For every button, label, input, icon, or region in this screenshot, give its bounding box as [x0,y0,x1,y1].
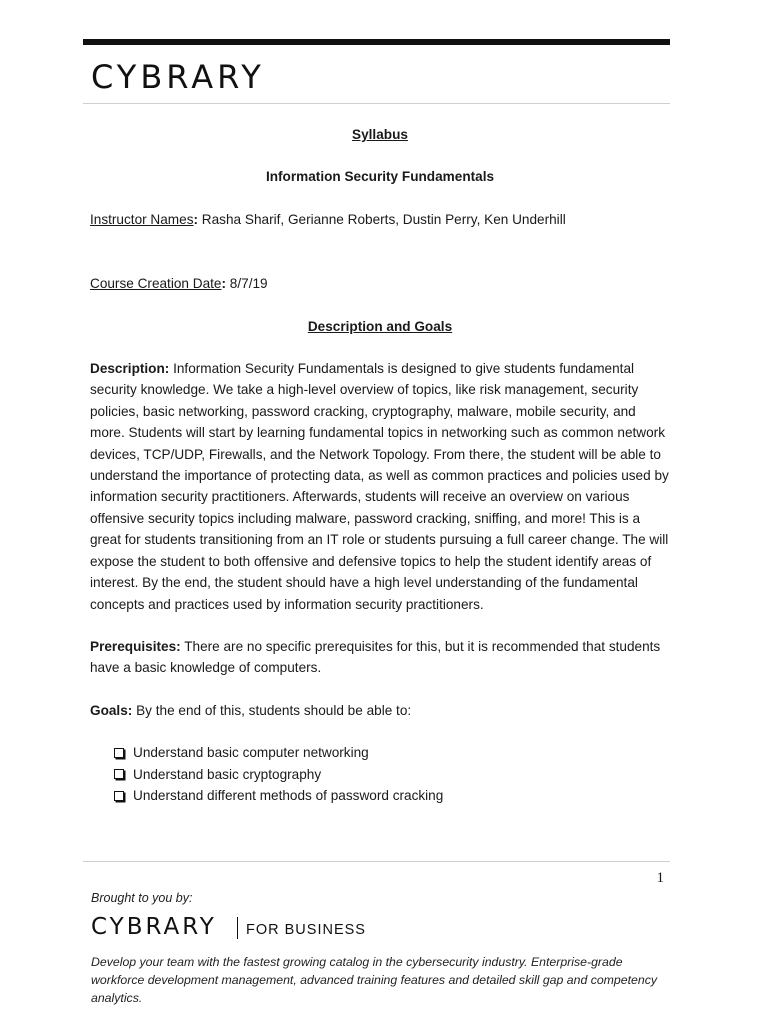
goals-text: By the end of this, students should be able to: [132,702,412,718]
creation-label: Course Creation Date [90,276,222,292]
instructor-line [90,209,670,230]
list-item [114,742,670,763]
description-text: Information Security Fundamentals is designed to give students fundamental security knowledge. We take a high-level overview of topics, like risk management, security policies, basic networking, password cracking, cryptography, malware, mobile security, and more. Students will start by learning fundamental topics in networking such as common network devices, TCP/UDP, Firewalls, and the Network Topology. From there, the student will be able to understand the importance of protecting data, as well as common practices and policies used by information security practitioners. Afterwards, students will receive an overview on various offensive security topics including malware, password cracking, sniffing, and more! This is a great for students transitioning from an IT role or students pursuing a full career change. The will expose the student to both offensive and defensive topics to help the student identify areas of interest. By the end, the student should have a high level understanding of the fundamental concepts and practices used by information security practitioners. [90,361,669,612]
checkbox-icon [114,769,124,779]
description-label: Description: [90,361,170,377]
checkbox-icon [114,748,124,758]
header-divider [83,103,670,104]
cybrary-logo: CYBRARY [91,58,265,96]
footer-description: Develop your team with the fastest growing catalog in the cybersecurity industry. Enterprise-grade workforce development management, advanced training features and detailed skill gap and competency analytics. [91,955,657,1005]
list-item [114,764,670,785]
header-rule [83,39,670,45]
list-item [114,785,670,806]
instructor-label: Instructor Names [90,211,194,227]
footer-cybrary-logo: CYBRARY [91,914,217,940]
goal-text: Understand basic cryptography [133,766,322,782]
prerequisites-text: There are no specific prerequisites for this, but it is recommended that students have a basic knowledge of computers. [90,638,661,676]
goal-text: Understand basic computer networking [133,745,369,761]
goals-paragraph [90,700,670,721]
brought-by-text: Brought to you by: [91,891,193,905]
course-title: Information Security Fundamentals [265,169,495,185]
creation-colon: : [221,276,227,292]
creation-date-line [90,273,670,294]
footer-divider [83,861,670,862]
footer-logo-separator [237,917,238,939]
page-number: 1 [656,870,664,886]
prerequisites-paragraph [90,636,670,679]
document-heading: Syllabus [352,127,408,142]
creation-date: 8/7/19 [226,276,268,292]
instructor-names: Rasha Sharif, Gerianne Roberts, Dustin Perry, Ken Underhill [198,211,566,227]
instructor-colon: : [193,211,199,227]
document-body [90,124,670,806]
section-heading: Description and Goals [307,318,453,334]
prerequisites-label: Prerequisites: [90,638,181,654]
description-paragraph [90,358,670,615]
for-business-label: FOR BUSINESS [246,922,366,938]
goals-list [90,742,670,806]
goal-text: Understand different methods of password cracking [133,787,444,803]
goals-label: Goals: [90,702,133,718]
checkbox-icon [114,791,124,801]
